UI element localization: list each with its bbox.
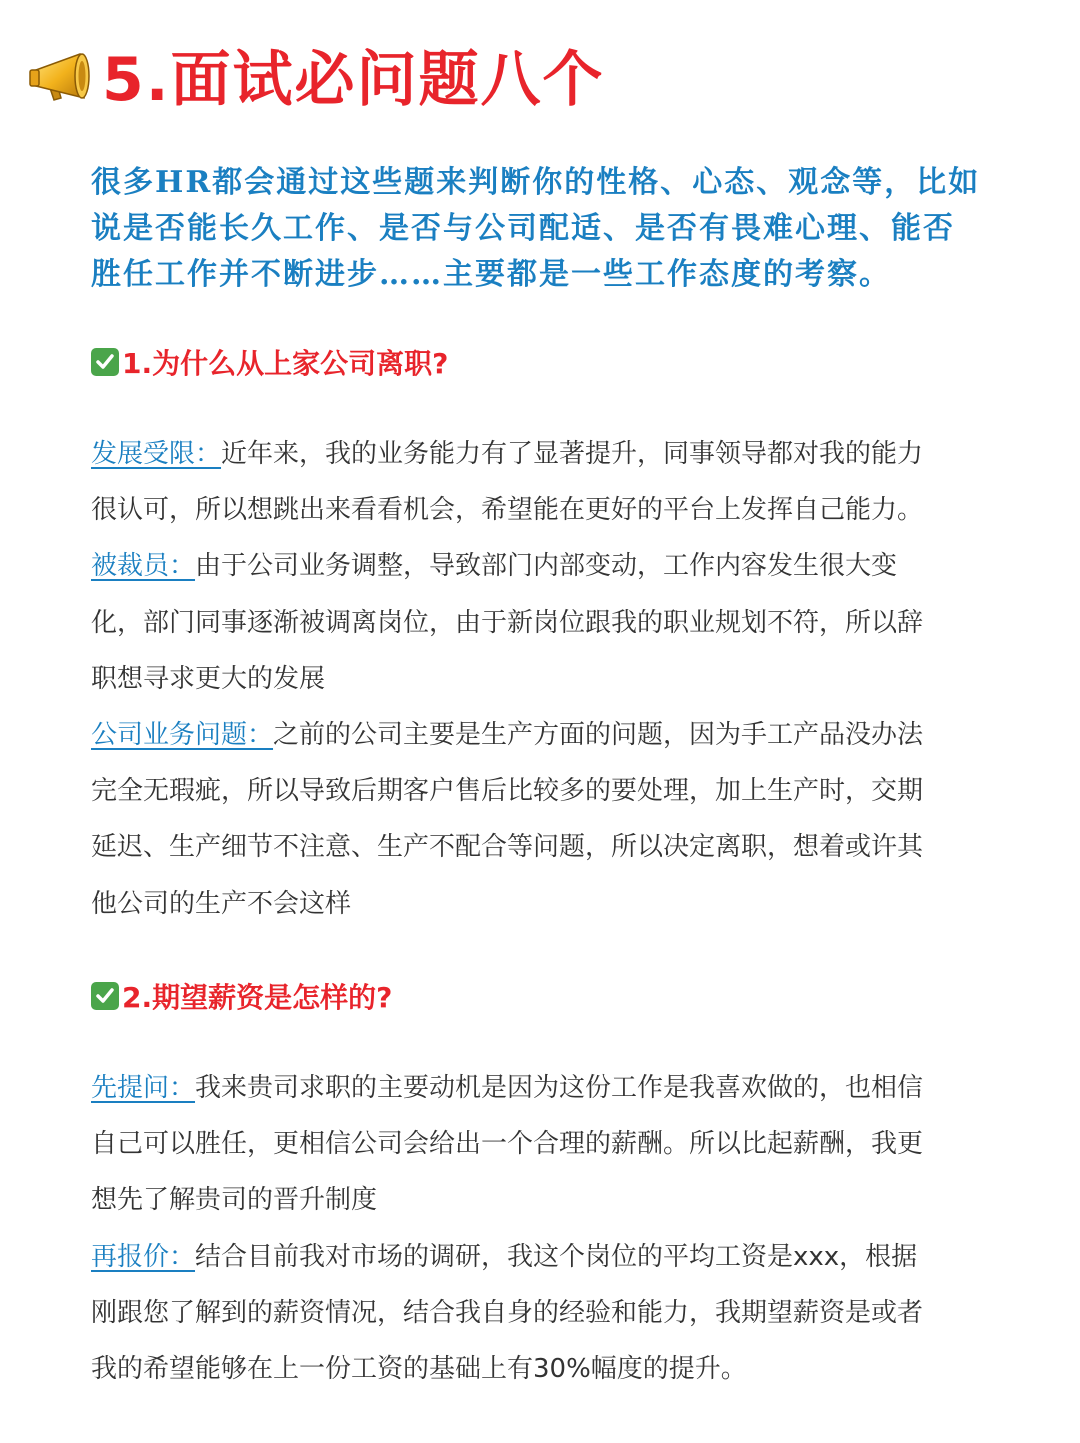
answer-keyword-business: 公司业务问题： <box>91 720 274 751</box>
answer-text: 我来贵司求职的主要动机是因为这份工作是我喜欢做的，也相信 <box>195 1073 924 1103</box>
answer-text: 近年来，我的业务能力有了显著提升，同事领导都对我的能力 <box>221 439 924 469</box>
answer-line: 很认可，所以想跳出来看看机会，希望能在更好的平台上发挥自己能力。 <box>91 495 924 526</box>
answer-keyword-development: 发展受限： <box>91 439 222 469</box>
question-1-text: 1.为什么从上家公司离职? <box>122 347 449 380</box>
answer-line: 刚跟您了解到的薪资情况，结合我自身的经验和能力，我期望薪资是或者 <box>91 1297 924 1328</box>
megaphone-icon <box>28 48 98 112</box>
answer-keyword-ask-first: 先提问： <box>91 1073 196 1103</box>
question-2-text: 2.期望薪资是怎样的? <box>122 981 393 1014</box>
check-mark-icon <box>91 348 119 376</box>
answer-line: 化，部门同事逐渐被调离岗位，由于新岗位跟我的职业规划不符，所以辞 <box>91 607 924 638</box>
answer-text: 结合目前我对市场的调研，我这个岗位的平均工资是xxx，根据 <box>195 1241 918 1272</box>
answer-line: 延迟、生产细节不注意、生产不配合等问题，所以决定离职，想着或许其 <box>91 832 924 863</box>
intro-paragraph <box>91 160 991 298</box>
answer-line <box>91 707 991 763</box>
answer-keyword-layoff: 被裁员： <box>91 551 196 582</box>
question-1-answers <box>91 426 991 932</box>
page-title: 5.面试必问题八个 <box>102 45 605 115</box>
answer-keyword-quote: 再报价： <box>91 1241 196 1272</box>
answer-line <box>91 1229 991 1285</box>
title-row <box>28 40 605 120</box>
answer-line: 我的希望能够在上一份工资的基础上有30%幅度的提升。 <box>91 1354 747 1385</box>
answer-line: 他公司的生产不会这样 <box>91 888 352 919</box>
answer-line: 想先了解贵司的晋升制度 <box>91 1185 378 1216</box>
intro-line: 很多HR都会通过这些题来判断你的性格、心态、观念等，比如 <box>91 165 981 200</box>
answer-line: 职想寻求更大的发展 <box>91 663 326 694</box>
question-2-heading <box>91 976 392 1016</box>
question-1-heading <box>91 342 448 382</box>
answer-text: 之前的公司主要是生产方面的问题，因为手工产品没办法 <box>273 720 924 751</box>
answer-line <box>91 1060 991 1116</box>
answer-line: 完全无瑕疵，所以导致后期客户售后比较多的要处理，加上生产时，交期 <box>91 776 924 807</box>
intro-line: 胜任工作并不断进步……主要都是一些工作态度的考察。 <box>91 257 891 292</box>
answer-line <box>91 538 991 594</box>
answer-text: 由于公司业务调整，导致部门内部变动，工作内容发生很大变 <box>195 551 898 582</box>
question-2-answers <box>91 1060 991 1397</box>
check-mark-icon <box>91 982 119 1010</box>
intro-line: 说是否能长久工作、是否与公司配适、是否有畏难心理、能否 <box>91 211 955 246</box>
answer-line: 自己可以胜任，更相信公司会给出一个合理的薪酬。所以比起薪酬，我更 <box>91 1129 924 1160</box>
answer-line <box>91 426 991 482</box>
